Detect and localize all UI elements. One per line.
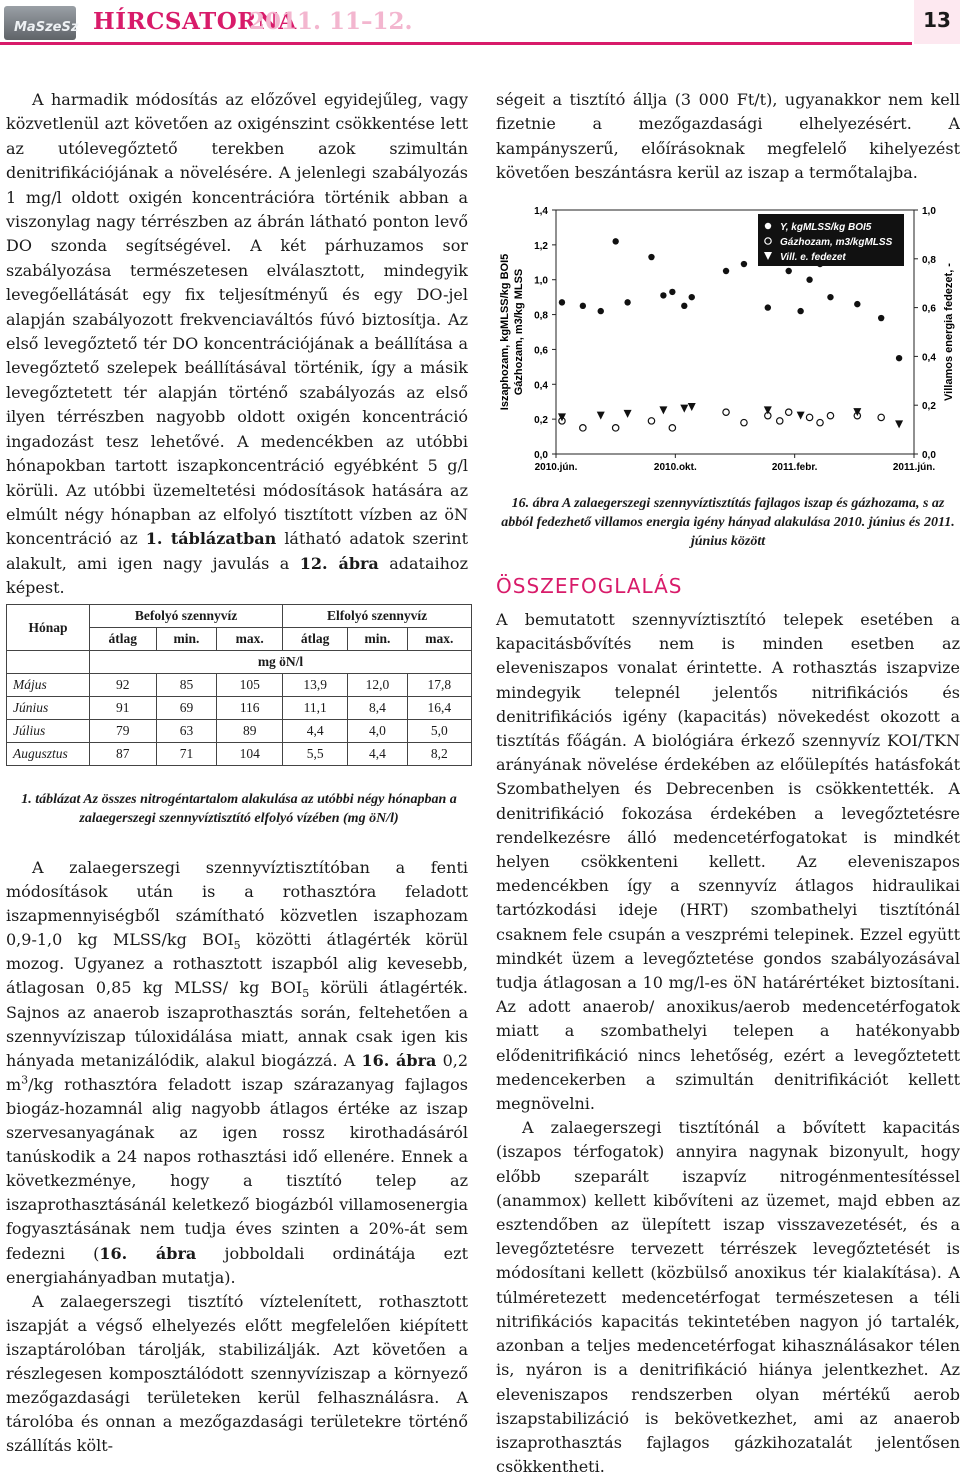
- legend-label: Gázhozam, m3/kgMLSS: [780, 237, 893, 248]
- table-cell: 8,4: [348, 697, 407, 720]
- data-point-gas-yield: [669, 425, 675, 431]
- paragraph-sludge-yield: A zalaegerszegi szennyvíztisztítóban a fenti módosítások után is a rothasztóra feladott iszapmennyiségből számítható közvetlen iszaphozam 0,9-1,0 kg MLSS/kg $BOI_5$ közötti átlagérték körül mozog. Ugyanez a rothasztott iszapból alig kevesebb, átlagosan 0,85 kg MLSS/ kg $BOI_5$ körüli átlagérték. Sajnos az anaerob iszaprothasztás során, feltehetően a szennyvíziszap túloxidálása miatt, annak csak igen kis hányada metanizálódik, alakul biogázzá. A 16. ábra 0,2 $m^3/kg$ rothasztóra feladott iszap szárazanyag fajlagos biogáz-hozamnál alig nagyobb átlagos értéke az iszap szervesanyagának az igen rossz kirothadásáról tanúskodik a 24 napos rothasztási idő ellenére. Ennek a következménye, hogy a tisztító telep az iszaprothasztásánál keletkező biogázból villamosenergia fogyasztásának nem tudja éves szinten a 20%-át sem fedezni (16. ábra jobboldali ordinátája ezt energiahányadban mutatja).: [6, 858, 469, 1287]
- table-cell: 5,5: [283, 743, 348, 766]
- chart-legend: [758, 214, 904, 266]
- page-number: 13: [923, 8, 951, 32]
- figure-16-chart: [496, 196, 960, 478]
- nitrogen-table: [6, 604, 472, 766]
- table-cell: 63: [156, 720, 217, 743]
- unit-spacer: [7, 651, 90, 674]
- x-tick-label: 2011.jún.: [892, 462, 936, 473]
- newsletter-title: HÍRCSATORNA: [93, 8, 297, 35]
- data-point-sludge-yield: [827, 294, 833, 300]
- y-left-tick-label: 1,4: [534, 206, 548, 217]
- data-point-gas-yield: [817, 419, 823, 425]
- x-tick-label: 2010.okt.: [653, 462, 697, 473]
- data-point-sludge-yield: [648, 254, 654, 260]
- page-number-box: [914, 0, 960, 44]
- data-point-sludge-yield: [896, 355, 902, 361]
- y-right-tick-label: 0,0: [922, 450, 936, 461]
- legend-marker: [765, 238, 771, 244]
- paragraph-sludge-storage: A zalaegerszegi tisztító víztelenített, rothasztott iszapját a végső elhelyezés előtt megfelelően kiépített iszaptárolóban tárolják, stabilizálják. Azt követően a részlegesen komposztálódott szennyvíziszap a környező mezőgazdasági területeken kerül felhasználásra. A tárolóba és onnan a mezőgazdasági területekre történő szállítás költ-: [6, 1291, 468, 1456]
- table-cell: 71: [156, 743, 217, 766]
- data-point-gas-yield: [612, 425, 618, 431]
- table-cell: 8,2: [407, 743, 471, 766]
- legend-label: Vill. e. fedezet: [780, 252, 846, 263]
- table-cell: 17,8: [407, 674, 471, 697]
- issue-date: 2011. 11–12.: [249, 8, 413, 35]
- right-column-text: [496, 88, 960, 186]
- y-right-tick-label: 1,0: [922, 206, 936, 217]
- table-cell: 5,0: [407, 720, 471, 743]
- table-cell: 89: [217, 720, 283, 743]
- maszesz-logo: [4, 6, 79, 40]
- data-point-sludge-yield: [689, 294, 695, 300]
- y-right-tick-label: 0,4: [922, 352, 936, 364]
- data-point-sludge-yield: [723, 268, 729, 274]
- paragraph-oxygen: A harmadik módosítás az előzővel egyidejűleg, vagy közvetlenül azt követően az oxigénszint csökkentése lett az utólevegőztető terekben azok szimultán denitrifikációjának a növelésére. A jelenlegi szabályozás 1 mg/l oldott oxigén koncentrációra történik abban a viszonylag nagy térrészben az ábrán látható ponton levő DO szonda segítségével. A két párhuzamos sor szabályozása természetesen elválasztott, mindegyik levegőellátását egy fix teljesítményű és egy DO-jel alapján szabályozott frekvenciaváltós fúvó biztosítja. Az első levegőztető tér DO koncentrációjának a beállítása a levegőztető szelepek beállításával történik, így a másik levegőztetett tér alapján történő szabályozás az első ilyen térrészben nagyobb oldott oxigén koncentráció ingadozást tesz lehetővé. A medencékben az utóbbi hónapokban tartott iszapkoncentráció egyébként 5 g/l körüli. Az utóbbi üzemeltetési módosítások hatására az elmúlt négy hónapban az elfolyó tisztított vízben az öN koncentráció az 1. táblázatban látható adatok szerint alakult, ami igen nagy javulás a 12. ábra adataihoz képest.: [6, 90, 469, 598]
- data-point-sludge-yield: [681, 303, 687, 309]
- table-caption: 1. táblázat Az összes nitrogéntartalom alakulása az utóbbi négy hónapban a zalaegerszegi szennyvíztisztító elfolyó vízében (mg öN/l): [21, 792, 457, 826]
- data-point-sludge-yield: [624, 299, 630, 305]
- sub-header: max.: [407, 628, 471, 651]
- summary-text: [496, 608, 960, 1479]
- data-point-gas-yield: [580, 425, 586, 431]
- y-left-label-1: Iszaphozam, kgMLSS/kg BOI5: [499, 253, 511, 411]
- legend-label: Y, kgMLSS/kg BOI5: [780, 222, 872, 233]
- y-left-label-2: Gázhozam, m3/kg MLSS: [513, 268, 525, 396]
- left-column-text: [6, 88, 468, 601]
- y-left-tick-label: 0,8: [534, 310, 548, 322]
- y-left-tick-label: 0,4: [534, 380, 548, 392]
- data-point-sludge-yield: [612, 238, 618, 244]
- data-point-sludge-yield: [660, 292, 666, 298]
- data-point-sludge-yield: [580, 303, 586, 309]
- data-point-sludge-yield: [559, 299, 565, 305]
- data-point-sludge-yield: [786, 268, 792, 274]
- table-cell: 85: [156, 674, 217, 697]
- data-point-gas-yield: [827, 412, 833, 418]
- x-tick-label: 2010.jún.: [534, 462, 578, 473]
- table-cell: 87: [90, 743, 157, 766]
- table-cell: 11,1: [283, 697, 348, 720]
- data-point-sludge-yield: [598, 308, 604, 314]
- table-cell: 92: [90, 674, 157, 697]
- table-row: [7, 720, 472, 743]
- y-left-tick-label: 1,2: [534, 240, 548, 252]
- data-point-gas-yield: [723, 409, 729, 415]
- data-point-gas-yield: [648, 418, 654, 424]
- data-point-sludge-yield: [878, 315, 884, 321]
- y-right-tick-label: 0,2: [922, 401, 936, 413]
- table-cell: 4,4: [348, 743, 407, 766]
- table-cell: 4,4: [283, 720, 348, 743]
- table-cell: 79: [90, 720, 157, 743]
- unit-row: mg öN/l: [90, 651, 472, 674]
- table-cell: 69: [156, 697, 217, 720]
- nitrogen-table-wrapper: [6, 604, 472, 766]
- data-point-gas-yield: [806, 414, 812, 420]
- y-right-tick-label: 0,8: [922, 254, 936, 266]
- data-point-sludge-yield: [797, 308, 803, 314]
- summary-paragraph-2: A zalaegerszegi tisztítónál a bővített kapacitás (iszapos térfogatok) annyira nagynak bizonyult, hogy előbb szeparált iszapvíz nitrogénmentesítéssel (anammox) kellett kibővíteni az üzemet, majd ebben az esztendőben az ülepített iszap visszavezetését, és a levegőztetésre tervezett térrészek levegőztetését is módosítani kellett (közbülső anoxikus tér kialakítása). A túlméretezett medencetérfogat természetesen a téli nitrifikációs kapacitás tekintetében nagyon jó tartalék, azonban a teljes medencetérfogat kihasználásakor télen is, nyáron is a denitrifikáció hiánya jelentkezhet. Az eleveniszapos rendszerben olyan mértékű aerob iszapstabilizáció is bekövetkezhet, ami az anaerob iszaprothasztás fajlagos gázkihozatalát jelentősen csökkentheti.: [496, 1118, 960, 1477]
- data-point-gas-yield: [741, 419, 747, 425]
- influent-group-header: Befolyó szennyvíz: [90, 605, 283, 628]
- x-tick-label: 2011.febr.: [771, 462, 818, 473]
- summary-paragraph-1: A bemutatott szennyvíztisztító telepek esetében a kapacitásbővítés nem is minden esetben az eleveniszapos vonalat érintette. A rothasztás iszapvize mindegyik telepnél jelentős nitrifikációs és denitrifikációs igény (kapacitás) növekedést okozott a tisztítás főágán. A biológiára érkező szennyvíz KOI/TKN arányának növelése érdekében az előülepítés hatásfokát Szombathelyen és Debrecenben is csökkentették. A denitrifikáció fokozása érdekében a levegőztetésre rendelkezésre álló medencetérfogatokat is mindkét helyen csökkenteni kellett. Az eleveniszapos medencékben így a szennyvíz átlagos hidraulikai tartózkodási ideje (HRT) szombathelyi tisztítónál csaknem fele csupán a veszprémi telepinek. Ezzel együtt mindkét üzem a levegőztetése gondos szabályozásával tudja átlagosan a 10 mg/l-es öN határértéket biztosítani. Az adott anaerob/ anoxikus/aerob medencetérfogatok miatt a szombathelyi telepen a hatékonyabb elődenitrifikáció nincs lehetőség, ezért a levegőztetett medencekerben a szimultán denitrifikációt kellett megnövelni.: [496, 610, 960, 1114]
- header-rule: [0, 42, 912, 45]
- y-right-tick-label: 0,6: [922, 303, 936, 315]
- legend-marker: [765, 223, 771, 229]
- table-cell: 104: [217, 743, 283, 766]
- data-point-sludge-yield: [765, 304, 771, 310]
- sub-header: min.: [156, 628, 217, 651]
- row-month: Július: [7, 720, 90, 743]
- table-cell: 4,0: [348, 720, 407, 743]
- y-left-tick-label: 0,0: [534, 450, 548, 461]
- scatter-chart: [496, 196, 960, 478]
- row-month: Augusztus: [7, 743, 90, 766]
- data-point-gas-yield: [777, 418, 783, 424]
- table-row: [7, 743, 472, 766]
- sub-header: átlag: [90, 628, 157, 651]
- figure-caption: 16. ábra A zalaegerszegi szennyvíztisztítás fajlagos iszap és gázhozama, s az abból fedezhető villamos energia igény hányad alakulása 2010. június és 2011. június között: [501, 496, 955, 549]
- table-row: [7, 674, 472, 697]
- y-left-tick-label: 1,0: [534, 275, 548, 287]
- sub-header: max.: [217, 628, 283, 651]
- data-point-gas-yield: [786, 409, 792, 415]
- logo-text: MaSzeSz: [14, 20, 79, 35]
- effluent-group-header: Elfolyó szennyvíz: [283, 605, 472, 628]
- table-row: [7, 697, 472, 720]
- table-cell: 12,0: [348, 674, 407, 697]
- row-month: Május: [7, 674, 90, 697]
- data-point-sludge-yield: [741, 261, 747, 267]
- section-title: ÖSSZEFOGLALÁS: [496, 574, 683, 598]
- y-left-tick-label: 0,6: [534, 345, 548, 357]
- data-point-sludge-yield: [669, 289, 675, 295]
- y-left-tick-label: 0,2: [534, 415, 548, 427]
- y-right-label: Villamos energia fedezet, -: [943, 263, 955, 401]
- page-header: [0, 0, 960, 46]
- paragraph-costs: ségeit a tisztító állja (3 000 Ft/t), ugyanakkor nem kell fizetnie a mezőgazdasági elhelyezésért. A kampányszerű, előírásoknak megfelelő kihelyezést követően beszántásra kerül az iszap a termőtalajba.: [496, 90, 960, 183]
- data-point-sludge-yield: [806, 277, 812, 283]
- left-column-lower-text: [6, 856, 468, 1458]
- month-header: Hónap: [7, 605, 90, 651]
- table-cell: 16,4: [407, 697, 471, 720]
- table-cell: 13,9: [283, 674, 348, 697]
- sub-header: átlag: [283, 628, 348, 651]
- table-cell: 116: [217, 697, 283, 720]
- table-cell: 91: [90, 697, 157, 720]
- sub-header: min.: [348, 628, 407, 651]
- data-point-sludge-yield: [854, 301, 860, 307]
- table-cell: 105: [217, 674, 283, 697]
- row-month: Június: [7, 697, 90, 720]
- data-point-gas-yield: [878, 414, 884, 420]
